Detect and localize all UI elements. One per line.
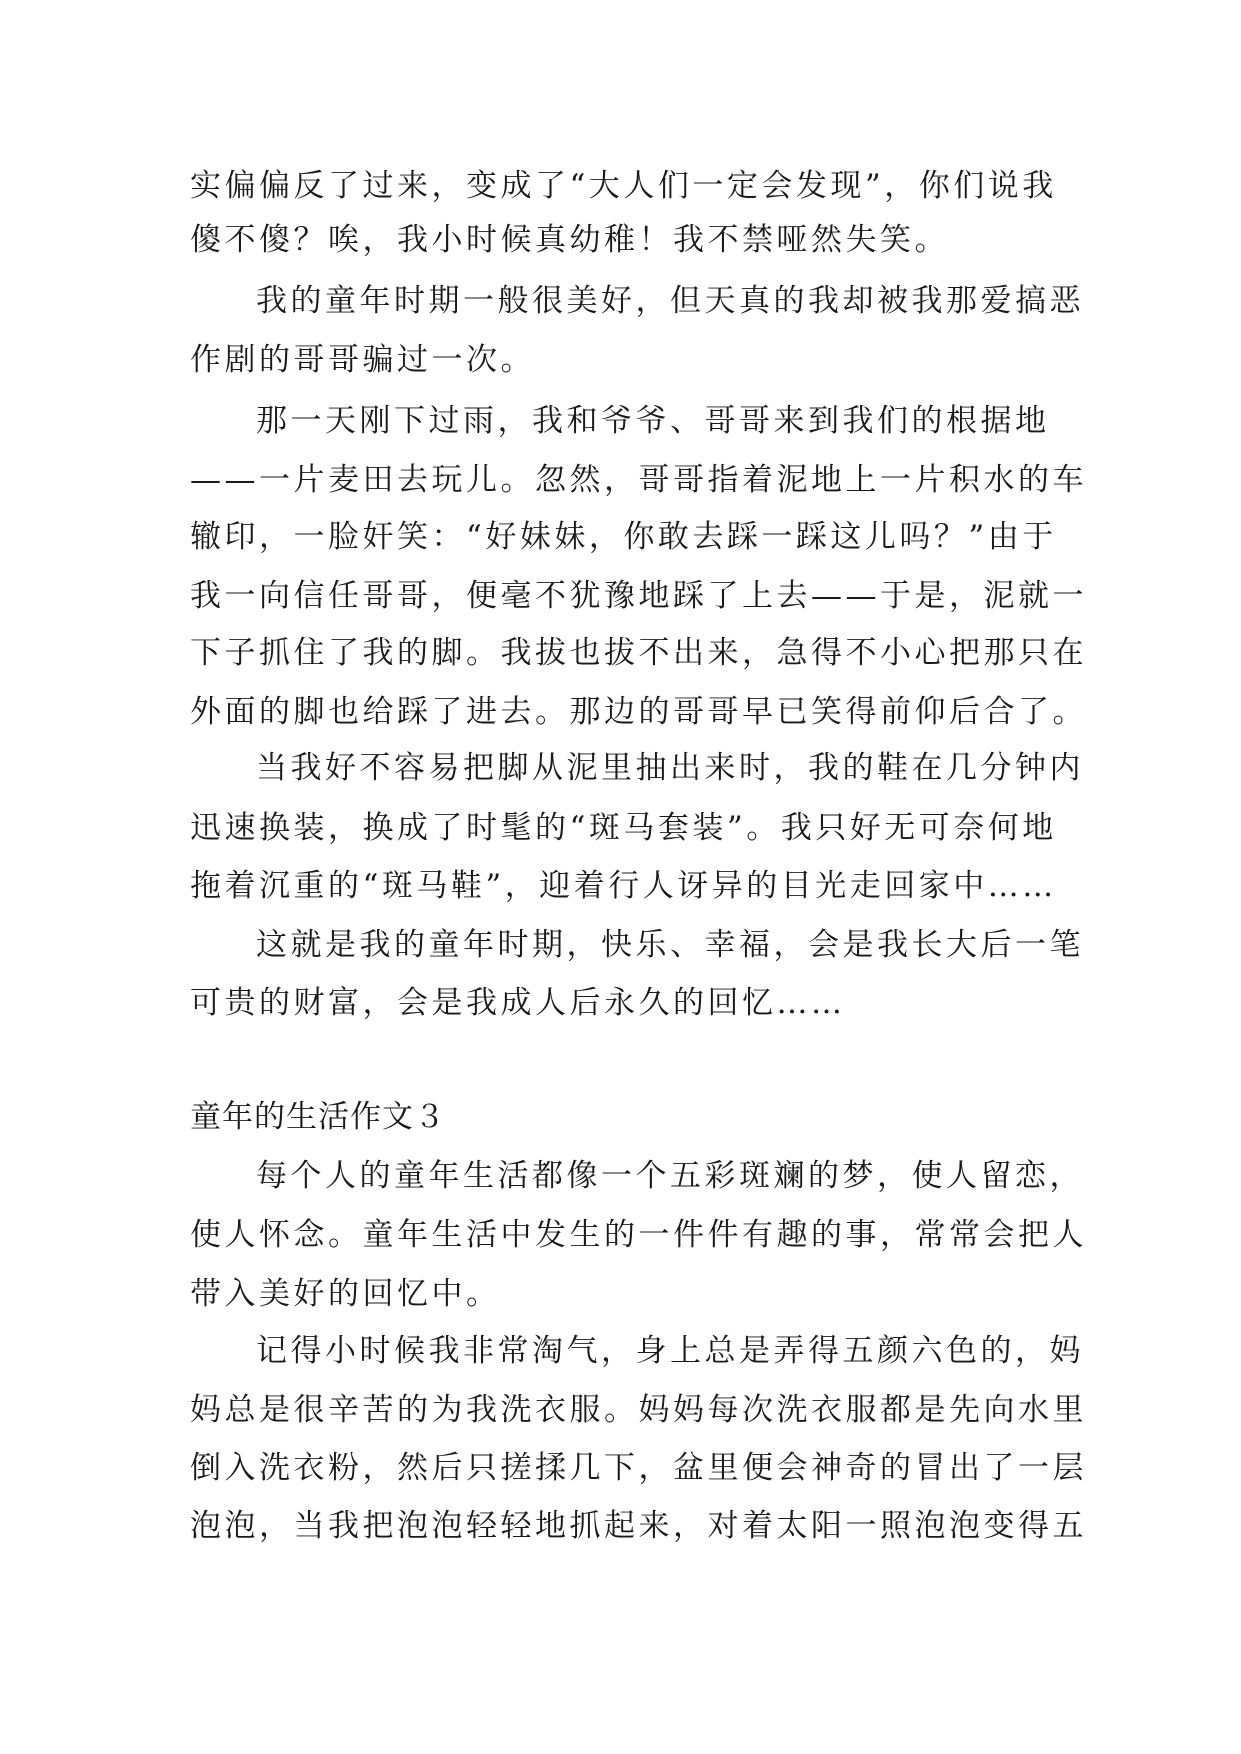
paragraph-start-line: 当我好不容易把脚从泥里抽出来时，我的鞋在几分钟内 xyxy=(256,750,1084,786)
text-line: 实偏偏反了过来，变成了“大人们一定会发现”，你们说我 xyxy=(190,168,1057,204)
text-line: 可贵的财富，会是我成人后永久的回忆…… xyxy=(190,985,846,1021)
text-line: ——一片麦田去玩儿。忽然，哥哥指着泥地上一片积水的车 xyxy=(190,462,1087,498)
text-line: 泡泡，当我把泡泡轻轻地抓起来，对着太阳一照泡泡变得五 xyxy=(190,1508,1087,1544)
text-line: 外面的脚也给踩了进去。那边的哥哥早已笑得前仰后合了。 xyxy=(190,694,1087,730)
text-line: 使人怀念。童年生活中发生的一件件有趣的事，常常会把人 xyxy=(190,1217,1087,1253)
text-line: 带入美好的回忆中。 xyxy=(190,1276,501,1312)
paragraph-start-line: 这就是我的童年时期，快乐、幸福，会是我长大后一笔 xyxy=(256,927,1084,963)
paragraph-start-line: 那一天刚下过雨，我和爷爷、哥哥来到我们的根据地 xyxy=(256,403,1050,439)
paragraph-start-line: 每个人的童年生活都像一个五彩斑斓的梦，使人留恋， xyxy=(256,1158,1084,1194)
text-line: 我一向信任哥哥，便毫不犹豫地踩了上去——于是，泥就一 xyxy=(190,578,1087,614)
text-line: 妈总是很辛苦的为我洗衣服。妈妈每次洗衣服都是先向水里 xyxy=(190,1392,1087,1428)
paragraph-start-line: 记得小时候我非常淘气，身上总是弄得五颜六色的，妈 xyxy=(256,1333,1084,1369)
section-heading: 童年的生活作文３ xyxy=(190,1099,446,1135)
text-line: 下子抓住了我的脚。我拔也拔不出来，急得不小心把那只在 xyxy=(190,635,1087,671)
text-line: 作剧的哥哥骗过一次。 xyxy=(190,342,535,378)
paragraph-start-line: 我的童年时期一般很美好，但天真的我却被我那爱搞恶 xyxy=(256,283,1084,319)
text-line: 辙印，一脸奸笑：“好妹妹，你敢去踩一踩这儿吗？”由于 xyxy=(190,519,1057,555)
text-line: 迅速换装，换成了时髦的“斑马套装”。我只好无可奈何地 xyxy=(190,810,1057,846)
text-line: 拖着沉重的“斑马鞋”，迎着行人讶异的目光走回家中…… xyxy=(190,868,1057,904)
text-line: 傻不傻？唉，我小时候真幼稚！我不禁哑然失笑。 xyxy=(190,222,949,258)
text-line: 倒入洗衣粉，然后只搓揉几下，盆里便会神奇的冒出了一层 xyxy=(190,1450,1087,1486)
